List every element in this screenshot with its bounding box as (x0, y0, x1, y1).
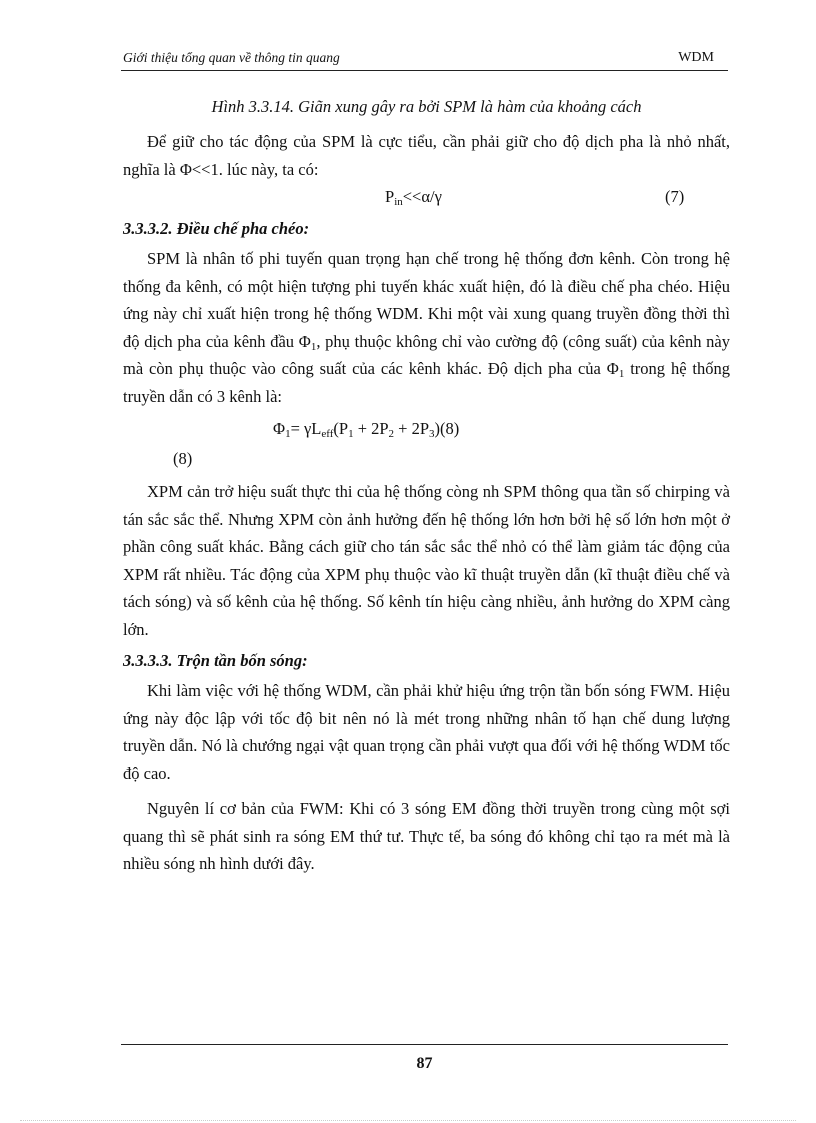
eq8-p1: (P (333, 419, 349, 438)
eq8-s3: 3 (429, 428, 435, 440)
para2-sub-1: 1 (310, 340, 317, 353)
para2-sub-2: 1 (618, 368, 625, 380)
eq8-lhs-sub: 1 (285, 428, 291, 440)
bottom-divider (20, 1120, 796, 1121)
equation-7-number: (7) (665, 187, 685, 206)
eq7-rest: <<α/γ (402, 187, 442, 206)
paragraph-3: XPM cản trở hiệu suất thực thi của hệ thống còng nh SPM thông qua tần số chirping và tán sắc sắc thể. Nhưng XPM còn ảnh hưởng đến hệ thống lớn hơn bởi hệ số lớn hơn một ở phần công suất khác. Bằng cách giữ cho tán sắc sắc thể nhỏ có thể làm giảm tác động của XPM rất nhiều. Tác động của XPM phụ thuộc vào kĩ thuật truyền dẫn (kĩ thuật điều chế và tách sóng) và số kênh của hệ thống. Số kênh tín hiệu càng nhiều, ảnh hưởng do XPM càng lớn. (123, 482, 730, 639)
eq7-p: P (385, 187, 395, 206)
section-heading-3332: 3.3.3.2. Điều chế pha chéo: (123, 219, 310, 238)
para2-part-b: , phụ thuộc không chỉ vào cường độ (công suất) của kênh này mà còn phụ thuộc vào công suất của các kênh khác. Độ dịch pha của Φ (123, 331, 730, 378)
eq8-tail: )(8) (434, 419, 460, 438)
page-body (123, 96, 730, 878)
paragraph-2 (123, 245, 730, 410)
eq8-p2: + 2P (353, 419, 389, 438)
section-heading-3333: 3.3.3.3. Trộn tần bốn sóng: (123, 651, 308, 670)
page-number: 87 (416, 1055, 433, 1072)
paragraph-4: Khi làm việc với hệ thống WDM, cần phải khử hiệu ứng trộn tần bốn sóng FWM. Hiệu ứng này độc lập với tốc độ bit nên nó là mét trong những nhân tố hạn chế dung lượng truyền dẫn. Nó là chướng ngại vật quan trọng cần phải vượt qua đối với hệ thống WDM tốc độ cao. (123, 681, 730, 783)
para2-part-c: trong hệ thống truyền dẫn có 3 kênh là: (123, 359, 730, 406)
eq8-s2: 2 (388, 428, 395, 440)
eq8-eff: eff (321, 428, 334, 440)
eq8-s1: 1 (348, 428, 354, 440)
running-header (121, 48, 728, 71)
paragraph-1: Để giữ cho tác động của SPM là cực tiểu, cần phải giữ cho độ dịch pha là nhỏ nhất, nghĩa là Φ<<1. lúc này, ta có: (123, 132, 730, 179)
eq7-sub: in (394, 196, 403, 208)
eq8-lhs: Φ (273, 419, 286, 438)
para2-part-a: SPM là nhân tố phi tuyến quan trọng hạn chế trong hệ thống đơn kênh. Còn trong hệ thống đa kênh, có một hiện tượng phi tuyến khác xuất hiện, đó là điều chế pha chéo. Hiệu ứng này chỉ xuất hiện trong hệ thống WDM. Khi một vài xung quang truyền đồng thời thì độ dịch pha của kênh đầu Φ (123, 249, 730, 351)
figure-caption: Hình 3.3.14. Giãn xung gây ra bởi SPM là hàm của khoảng cách (211, 97, 642, 116)
page-footer (121, 1044, 728, 1072)
equation-8-number: (8) (173, 449, 193, 468)
eq8-gamma: = γL (290, 419, 322, 438)
header-section: WDM (678, 50, 714, 65)
eq8-p3: + 2P (394, 419, 430, 438)
equation-8 (123, 412, 730, 446)
equation-7-expression (385, 183, 442, 211)
equation-7 (123, 183, 730, 211)
paragraph-5: Nguyên lí cơ bản của FWM: Khi có 3 sóng EM đồng thời truyền trong cùng một sợi quang thì sẽ phát sinh ra sóng EM thứ tư. Thực tế, ba sóng đó không chỉ tạo ra mét mà là nhiều sóng nh hình dưới đây. (123, 799, 730, 873)
equation-8-expression (273, 412, 459, 446)
header-title: Giới thiệu tổng quan về thông tin quang (123, 50, 340, 65)
